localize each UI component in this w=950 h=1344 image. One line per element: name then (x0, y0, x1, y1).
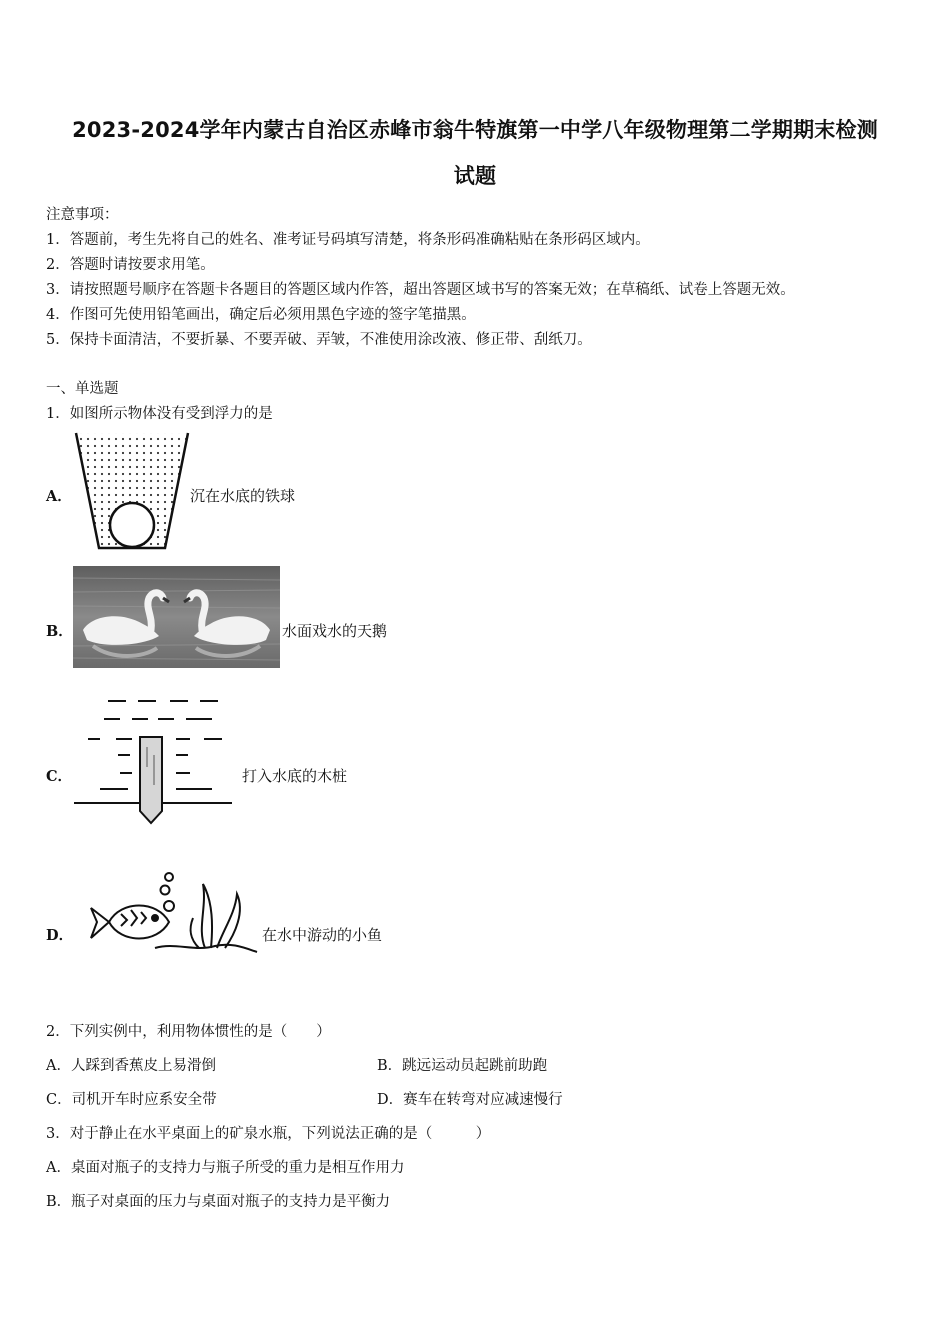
question-2-option-d: D．赛车在转弯对应减速慢行 (377, 1092, 563, 1108)
option-a-caption: 沉在水底的铁球 (190, 487, 296, 505)
notice-heading: 注意事项： (46, 207, 119, 223)
question-2-stem: 2．下列实例中，利用物体惯性的是（ ） (46, 1024, 331, 1040)
question-3-option-a: A．桌面对瓶子的支持力与瓶子所受的重力是相互作用力 (46, 1160, 405, 1176)
question-3-stem: 3．对于静止在水平桌面上的矿泉水瓶，下列说法正确的是（ ） (46, 1126, 491, 1142)
question-2-option-a: A．人踩到香蕉皮上易滑倒 (46, 1058, 216, 1074)
iron-ball-in-container-figure (72, 430, 192, 552)
page-title-continued: 试题 (453, 164, 497, 188)
question-2-option-b: B．跳远运动员起跳前助跑 (377, 1058, 548, 1074)
notice-item: 3．请按照题号顺序在答题卡各题目的答题区域内作答，超出答题区域书写的答案无效；在草稿纸、试卷上答题无效。 (46, 282, 795, 298)
option-c-caption: 打入水底的木桩 (242, 767, 348, 785)
notice-item: 2．答题时请按要求用笔。 (46, 257, 215, 273)
question-2-option-c: C．司机开车时应系安全带 (46, 1092, 217, 1108)
swans-photo (73, 566, 280, 668)
page-title: 2023-2024学年内蒙古自治区赤峰市翁牛特旗第一中学八年级物理第二学期期末检测 (72, 118, 878, 142)
notice-item: 4．作图可先使用铅笔画出，确定后必须用黑色字迹的签字笔描黑。 (46, 307, 476, 323)
option-b-caption: 水面戏水的天鹅 (282, 622, 388, 640)
option-a-letter: A． (46, 488, 72, 505)
wooden-stake-figure (72, 695, 237, 830)
section-heading: 一、单选题 (46, 381, 119, 397)
option-d-letter: D． (46, 927, 74, 944)
option-b-letter: B． (46, 623, 73, 640)
question-1-stem: 1．如图所示物体没有受到浮力的是 (46, 406, 273, 422)
fish-in-water-figure (85, 868, 260, 964)
notice-item: 5．保持卡面清洁，不要折暴、不要弄破、弄皱，不准使用涂改液、修正带、刮纸刀。 (46, 332, 592, 348)
option-d-caption: 在水中游动的小鱼 (262, 926, 383, 944)
option-c-letter: C． (46, 768, 73, 785)
notice-item: 1．答题前，考生先将自己的姓名、准考证号码填写清楚，将条形码准确粘贴在条形码区域内。 (46, 232, 650, 248)
question-3-option-b: B．瓶子对桌面的压力与桌面对瓶子的支持力是平衡力 (46, 1194, 391, 1210)
